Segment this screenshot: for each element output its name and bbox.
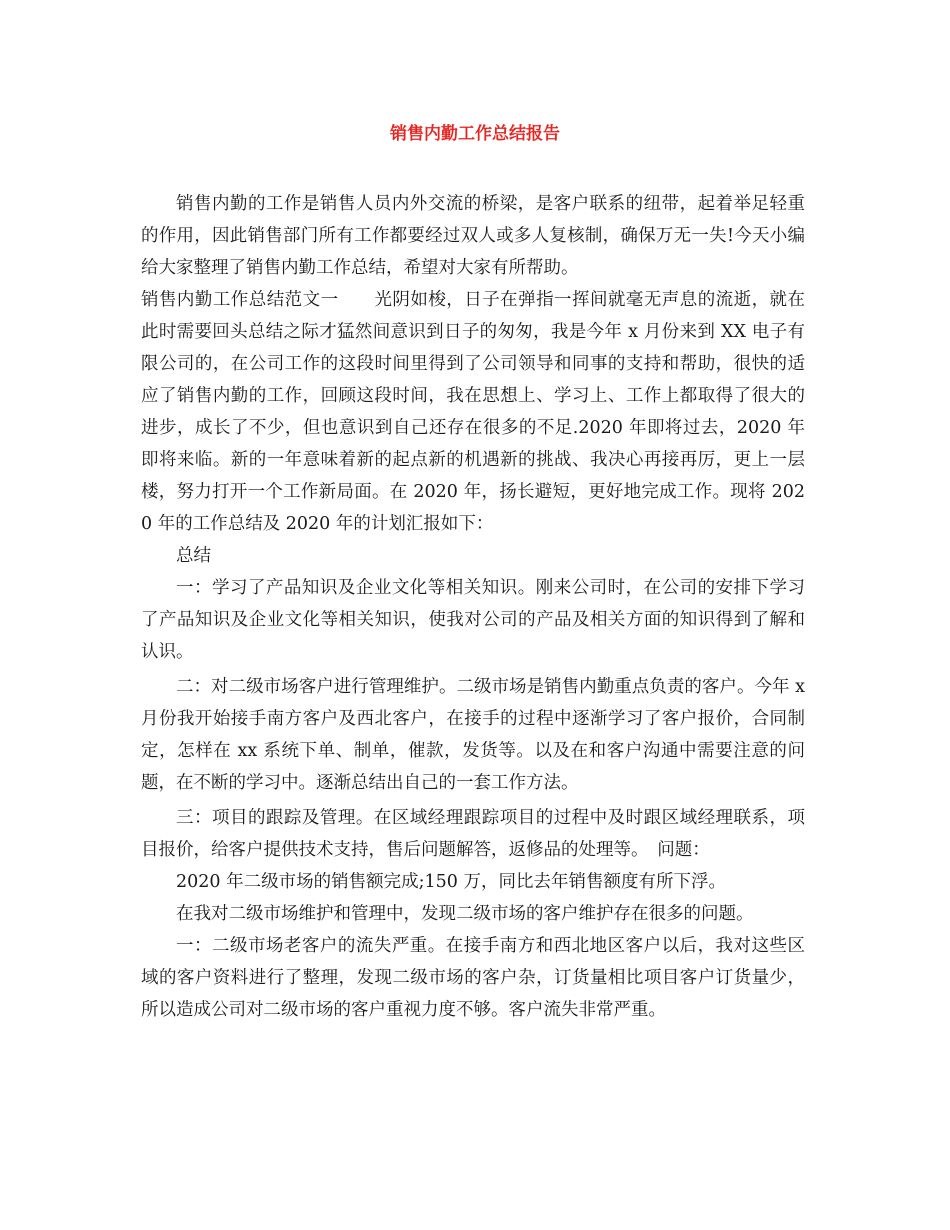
document-body bbox=[141, 188, 805, 1026]
sample-one-paragraph: 销售内勤工作总结范文一 光阴如梭，日子在弹指一挥间就毫无声息的流逝，就在此时需要回头总结之际才猛然间意识到日子的匆匆，我是今年 x 月份来到 XX 电子有限公司的，在公司工作的这段时间里得到了公司领导和同事的支持和帮助，很快的适应了销售内勤的工作，回顾这段时间，我在思想上、学习上、工作上都取得了很大的进步，成长了不少，但也意识到自己还存在很多的不足.2020 年即将过去，2020 年即将来临。新的一年意味着新的起点新的机遇新的挑战、我决心再接再厉，更上一层楼，努力打开一个工作新局面。在 2020 年，扬长避短，更好地完成工作。现将 2020 年的工作总结及 2020 年的计划汇报如下： bbox=[141, 290, 805, 534]
summary-heading: 总结 bbox=[176, 546, 211, 566]
sales-figure-paragraph: 2020 年二级市场的销售额完成;150 万，同比去年销售额度有所下浮。 bbox=[176, 872, 726, 892]
problem-one-paragraph: 一：二级市场老客户的流失严重。在接手南方和西北地区客户以后，我对这些区域的客户资料进行了整理，发现二级市场的客户杂，订货量相比项目客户订货量少，所以造成公司对二级市场的客户重视力度不够。客户流失非常严重。 bbox=[141, 936, 805, 1020]
document-title: 销售内勤工作总结报告 bbox=[390, 124, 560, 144]
point-two-paragraph: 二：对二级市场客户进行管理维护。二级市场是销售内勤重点负责的客户。今年 x 月份我开始接手南方客户及西北客户，在接手的过程中逐渐学习了客户报价，合同制定，怎样在 xx 系统下单、制单，催款，发货等。以及在和客户沟通中需要注意的问题，在不断的学习中。逐渐总结出自己的一套工作方法。 bbox=[141, 677, 805, 793]
problem-intro-paragraph: 在我对二级市场维护和管理中，发现二级市场的客户维护存在很多的问题。 bbox=[176, 904, 754, 924]
intro-paragraph: 销售内勤的工作是销售人员内外交流的桥梁，是客户联系的纽带，起着举足轻重的作用，因此销售部门所有工作都要经过双人或多人复核制，确保万无一失!今天小编给大家整理了销售内勤工作总结，希望对大家有所帮助。 bbox=[141, 194, 805, 278]
point-one-paragraph: 一：学习了产品知识及企业文化等相关知识。刚来公司时，在公司的安排下学习了产品知识及企业文化等相关知识，使我对公司的产品及相关方面的知识得到了解和认识。 bbox=[141, 578, 805, 662]
point-three-paragraph: 三：项目的跟踪及管理。在区域经理跟踪项目的过程中及时跟区域经理联系，项目报价，给客户提供技术支持，售后问题解答，返修品的处理等。 问题： bbox=[141, 808, 805, 860]
